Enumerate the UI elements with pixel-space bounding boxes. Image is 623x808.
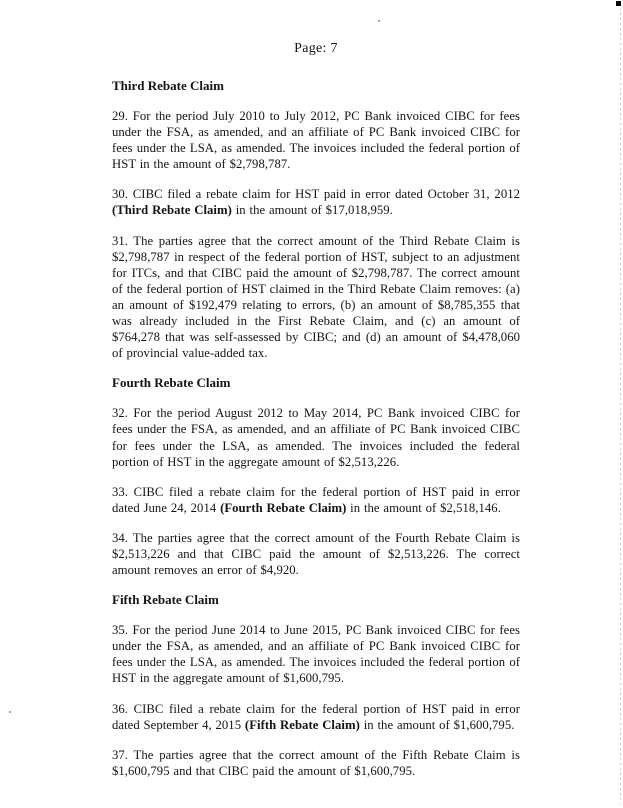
text-segment: 36. CIBC filed a rebate claim for the federal portion of HST paid in error dated September 4, 2015: [112, 701, 520, 732]
scan-edge-artifact: [620, 8, 621, 804]
paragraph-34: [112, 530, 520, 578]
document-content: [112, 40, 520, 779]
text-segment: 33. CIBC filed a rebate claim for the federal portion of HST paid in error dated June 24, 2014: [112, 484, 520, 515]
paragraph-29: [112, 108, 520, 172]
section-heading-fourth-rebate-claim: Fourth Rebate Claim: [112, 375, 231, 391]
text-segment: 32. For the period August 2012 to May 2014, PC Bank invoiced CIBC for fees under the FSA, as amended, and an affiliate of PC Bank invoiced CIBC for fees under the LSA, as amended. The invoices included the federal portion of HST in the aggregate amount of $2,513,226.: [112, 406, 520, 469]
paragraph-33: [112, 484, 520, 516]
section-heading-fifth-rebate-claim: Fifth Rebate Claim: [112, 592, 219, 608]
defined-term-bold: (Third Rebate Claim): [112, 203, 232, 218]
text-segment: in the amount of $2,518,146.: [346, 500, 501, 515]
text-segment: 35. For the period June 2014 to June 2015, PC Bank invoiced CIBC for fees under the FSA, as amended, and an affiliate of PC Bank invoiced CIBC for fees under the LSA, as amended. The invoices included the federal portion of HST in the aggregate amount of $1,600,795.: [112, 623, 520, 686]
scan-speck: [378, 20, 380, 22]
defined-term-bold: (Fourth Rebate Claim): [220, 500, 347, 515]
text-segment: 31. The parties agree that the correct amount of the Third Rebate Claim is $2,798,787 in respect of the federal portion of HST, subject to an adjustment for ITCs, and that CIBC paid the amount of $2,798,787. The correct amount of the federal portion of HST claimed in the Third Rebate Claim removes: (a) an amount of $192,479 relating to errors, (b) an amount of $8,785,355 that was already included in the First Rebate Claim, and (c) an amount of $764,278 that was self-assessed by CIBC; and (d) an amount of $4,478,060 of provincial value-added tax.: [112, 233, 520, 361]
text-segment: in the amount of $17,018,959.: [231, 203, 393, 218]
paragraph-30: [112, 186, 520, 218]
text-segment: 30. CIBC filed a rebate claim for HST paid in error dated October 31, 2012: [112, 187, 520, 202]
text-segment: 37. The parties agree that the correct amount of the Fifth Rebate Claim is $1,600,795 and that CIBC paid the amount of $1,600,795.: [112, 747, 520, 778]
text-segment: in the amount of $1,600,795.: [359, 717, 515, 732]
section-heading-third-rebate-claim: Third Rebate Claim: [112, 78, 224, 93]
paragraph-31: [112, 233, 520, 362]
text-segment: 34. The parties agree that the correct amount of the Fourth Rebate Claim is $2,513,226 and that CIBC paid the amount of $2,513,226. The correct amount removes an error of $4,920.: [112, 530, 520, 578]
paragraph-35: [112, 622, 520, 686]
scan-speck: [9, 711, 11, 713]
scan-corner-mark: [616, 1, 621, 6]
page-number: Page: 7: [294, 41, 338, 56]
text-segment: 29. For the period July 2010 to July 2012, PC Bank invoiced CIBC for fees under the FSA, as amended, and an affiliate of PC Bank invoiced CIBC for fees under the LSA, as amended. The invoices included the federal portion of HST in the amount of $2,798,787.: [112, 109, 520, 172]
paragraph-36: [112, 701, 520, 733]
defined-term-bold: (Fifth Rebate Claim): [244, 717, 360, 732]
paragraph-37: [112, 747, 520, 779]
paragraph-32: [112, 405, 520, 469]
